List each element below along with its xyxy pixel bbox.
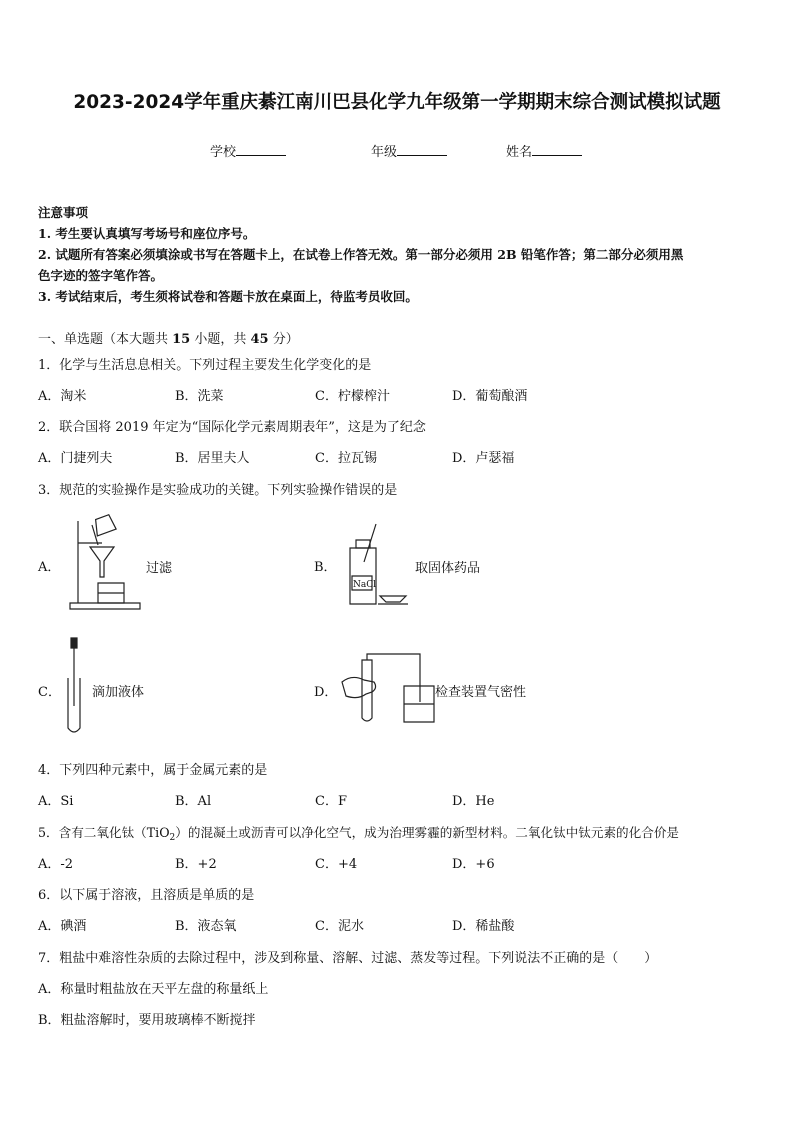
q5-stem-post: ）的混凝土或沥青可以净化空气，成为治理雾霾的新型材料。二氧化钛中钛元素的化合价是 bbox=[175, 825, 679, 840]
q3-stem: 3．规范的实验操作是实验成功的关键。下列实验操作错误的是 bbox=[38, 483, 398, 498]
q4-stem: 4．下列四种元素中，属于金属元素的是 bbox=[38, 763, 268, 778]
grade-field bbox=[371, 141, 447, 160]
filtration-apparatus-illustration bbox=[68, 515, 143, 612]
q4-option-c[interactable]: C．F bbox=[315, 794, 347, 809]
q2-option-d[interactable]: D．卢瑟福 bbox=[452, 451, 515, 466]
school-blank bbox=[236, 143, 286, 156]
notice-item-1: 1. 考生要认真填写考场号和座位序号。 bbox=[38, 226, 256, 241]
q7-stem: 7．粗盐中难溶性杂质的去除过程中，涉及到称量、溶解、过滤、蒸发等过程。下列说法不正确的是（ ） bbox=[38, 951, 658, 966]
name-blank bbox=[532, 143, 582, 156]
q1-option-b[interactable]: B．洗菜 bbox=[175, 389, 224, 404]
q1-option-c[interactable]: C．柠檬榨汁 bbox=[315, 389, 390, 404]
q1-option-d[interactable]: D．葡萄酿酒 bbox=[452, 389, 528, 404]
section-heading-post: 分） bbox=[268, 332, 299, 347]
name-field bbox=[506, 141, 582, 160]
q3-option-d-label: 检查装置气密性 bbox=[435, 685, 527, 700]
q2-stem: 2．联合国将 2019 年定为“国际化学元素周期表年”，这是为了纪念 bbox=[38, 420, 426, 435]
school-label: 学校 bbox=[210, 145, 237, 160]
q5-option-c[interactable]: C．+4 bbox=[315, 857, 358, 872]
q5-option-b[interactable]: B．+2 bbox=[175, 857, 217, 872]
q5-option-d[interactable]: D．+6 bbox=[452, 857, 495, 872]
q5-formula-subscript: 2 bbox=[169, 833, 176, 843]
name-label: 姓名 bbox=[506, 145, 533, 160]
q5-option-a[interactable]: A．-2 bbox=[38, 857, 74, 872]
section-heading-pre: 一、单选题（本大题共 bbox=[38, 332, 173, 347]
section-heading bbox=[38, 328, 299, 347]
reagent-bottle-illustration bbox=[342, 522, 412, 607]
notice-item-2: 2. 试题所有答案必须填涂或书写在答题卡上，在试卷上作答无效。第一部分必须用 2B 铅笔作答；第二部分必须用黑 bbox=[38, 247, 684, 262]
q6-option-b[interactable]: B．液态氧 bbox=[175, 919, 237, 934]
q4-option-d[interactable]: D．He bbox=[452, 794, 495, 809]
airtightness-apparatus-illustration bbox=[338, 652, 438, 724]
q1-stem: 1．化学与生活息息相关。下列过程主要发生化学变化的是 bbox=[38, 358, 372, 373]
school-field bbox=[210, 141, 286, 160]
q3-option-a[interactable]: A． bbox=[38, 560, 61, 575]
notice-heading: 注意事项 bbox=[38, 205, 89, 220]
grade-blank bbox=[397, 143, 447, 156]
q5-stem bbox=[38, 822, 679, 843]
section-heading-mid: 小题，共 bbox=[190, 332, 251, 347]
bottle-label: NaCl bbox=[353, 580, 377, 590]
q3-option-b[interactable]: B． bbox=[314, 560, 337, 575]
q3-option-a-label: 过滤 bbox=[146, 561, 173, 576]
notice-item-3: 3. 考试结束后，考生须将试卷和答题卡放在桌面上，待监考员收回。 bbox=[38, 289, 418, 304]
q6-option-a[interactable]: A．碘酒 bbox=[38, 919, 87, 934]
q6-option-c[interactable]: C．泥水 bbox=[315, 919, 364, 934]
q4-option-b[interactable]: B．Al bbox=[175, 794, 212, 809]
section-question-count: 15 bbox=[172, 332, 191, 347]
exam-title: 2023-2024学年重庆綦江南川巴县化学九年级第一学期期末综合测试模拟试题 bbox=[73, 92, 721, 113]
grade-label: 年级 bbox=[371, 145, 398, 160]
q2-option-c[interactable]: C．拉瓦锡 bbox=[315, 451, 377, 466]
q3-option-d[interactable]: D． bbox=[314, 685, 338, 700]
q5-stem-pre: 5．含有二氧化钛（TiO bbox=[38, 825, 170, 840]
dropper-test-tube-illustration bbox=[62, 636, 90, 736]
section-total-score: 45 bbox=[250, 332, 269, 347]
q6-option-d[interactable]: D．稀盐酸 bbox=[452, 919, 515, 934]
q3-option-b-label: 取固体药品 bbox=[415, 561, 481, 576]
q1-option-a[interactable]: A．淘米 bbox=[38, 389, 87, 404]
notice-item-2-cont: 色字迹的签字笔作答。 bbox=[38, 268, 164, 283]
q7-option-b[interactable]: B．粗盐溶解时，要用玻璃棒不断搅拌 bbox=[38, 1013, 256, 1028]
q3-option-c-label: 滴加液体 bbox=[92, 685, 145, 700]
q2-option-a[interactable]: A．门捷列夫 bbox=[38, 451, 113, 466]
q7-option-a[interactable]: A．称量时粗盐放在天平左盘的称量纸上 bbox=[38, 982, 269, 997]
q3-option-c[interactable]: C． bbox=[38, 685, 61, 700]
q2-option-b[interactable]: B．居里夫人 bbox=[175, 451, 250, 466]
q6-stem: 6．以下属于溶液，且溶质是单质的是 bbox=[38, 888, 255, 903]
q4-option-a[interactable]: A．Si bbox=[38, 794, 74, 809]
